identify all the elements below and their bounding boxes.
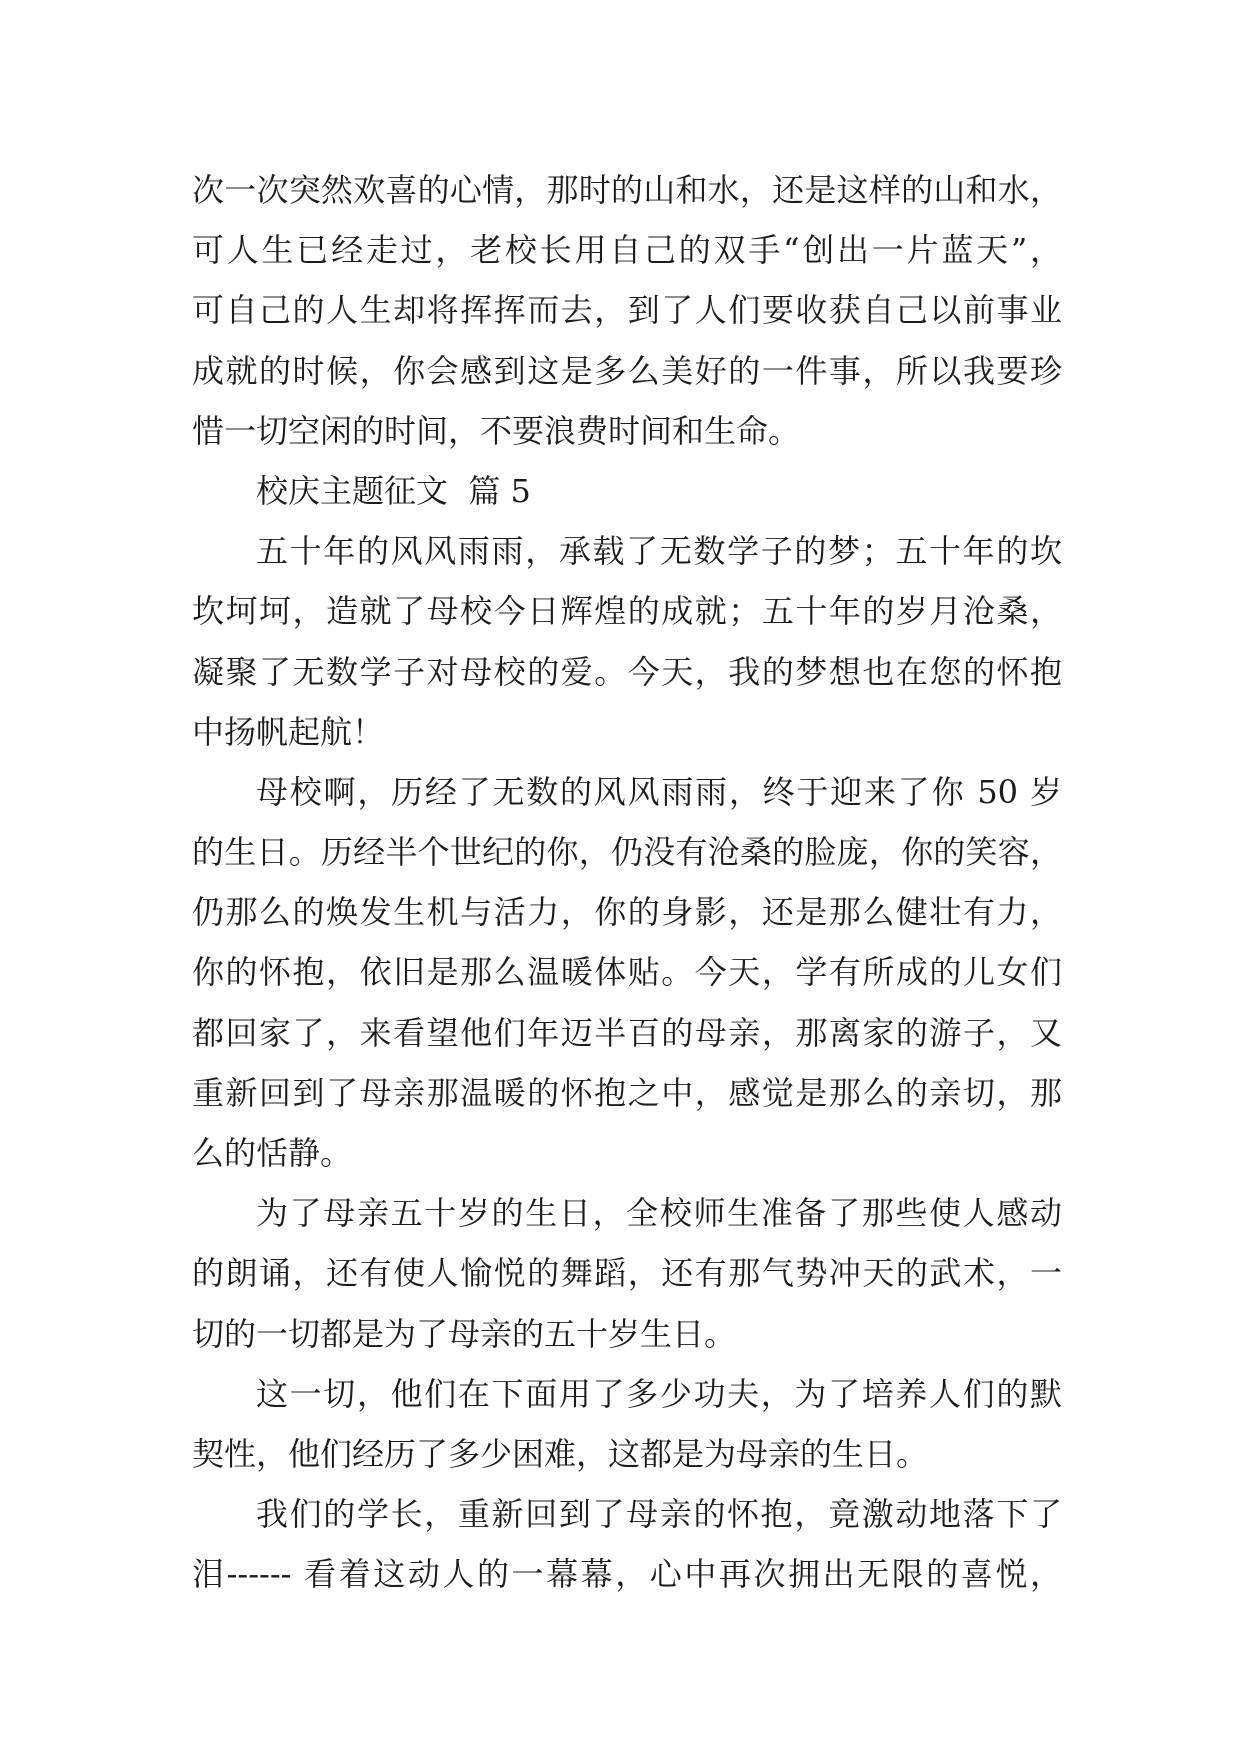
- text-line: 为了母亲五十岁的生日，全校师生准备了那些使人感动: [256, 1194, 1062, 1233]
- text-line: 我们的学长，重新回到了母亲的怀抱，竟激动地落下了: [256, 1495, 1062, 1534]
- text-line: 五十年的风风雨雨，承载了无数学子的梦；五十年的坎: [256, 532, 1062, 571]
- text-line: 中扬帆起航！: [192, 712, 385, 751]
- text-line: 的朗诵，还有使人愉悦的舞蹈，还有那气势冲天的武术，一: [192, 1254, 1062, 1293]
- text-line: 可自己的人生却将挥挥而去，到了人们要收获自己以前事业: [192, 291, 1062, 330]
- text-line: 泪------ 看着这动人的一幕幕，心中再次拥出无限的喜悦，: [192, 1555, 1062, 1594]
- text-line: 切的一切都是为了母亲的五十岁生日。: [192, 1314, 737, 1353]
- text-line: 坎坷坷，造就了母校今日辉煌的成就；五十年的岁月沧桑，: [192, 592, 1062, 631]
- text-line: 母校啊，历经了无数的风风雨雨，终于迎来了你 50 岁: [256, 772, 1062, 811]
- text-line: 惜一切空闲的时间，不要浪费时间和生命。: [192, 411, 801, 450]
- text-line: 这一切，他们在下面用了多少功夫，为了培养人们的默: [256, 1374, 1062, 1413]
- text-line: 可人生已经走过，老校长用自己的双手“创出一片蓝天”，: [192, 231, 1062, 270]
- text-line: 凝聚了无数学子对母校的爱。今天，我的梦想也在您的怀抱: [192, 652, 1062, 691]
- text-line: 契性，他们经历了多少困难，这都是为母亲的生日。: [192, 1434, 929, 1473]
- text-line: 重新回到了母亲那温暖的怀抱之中，感觉是那么的亲切，那: [192, 1073, 1062, 1112]
- text-line: 你的怀抱，依旧是那么温暖体贴。今天，学有所成的儿女们: [192, 953, 1062, 992]
- text-line: 么的恬静。: [192, 1134, 353, 1172]
- text-line: 都回家了，来看望他们年迈半百的母亲，那离家的游子，又: [192, 1013, 1062, 1052]
- body-text: [192, 160, 1062, 1605]
- section-heading: 校庆主题征文 篇 5: [256, 471, 531, 510]
- text-line: 次一次突然欢喜的心情，那时的山和水，还是这样的山和水，: [192, 171, 1062, 209]
- text-line: 的生日。历经半个世纪的你，仍没有沧桑的脸庞，你的笑容，: [192, 833, 1062, 872]
- text-line: 仍那么的焕发生机与活力，你的身影，还是那么健壮有力，: [192, 893, 1062, 932]
- text-line: 成就的时候，你会感到这是多么美好的一件事，所以我要珍: [192, 351, 1062, 390]
